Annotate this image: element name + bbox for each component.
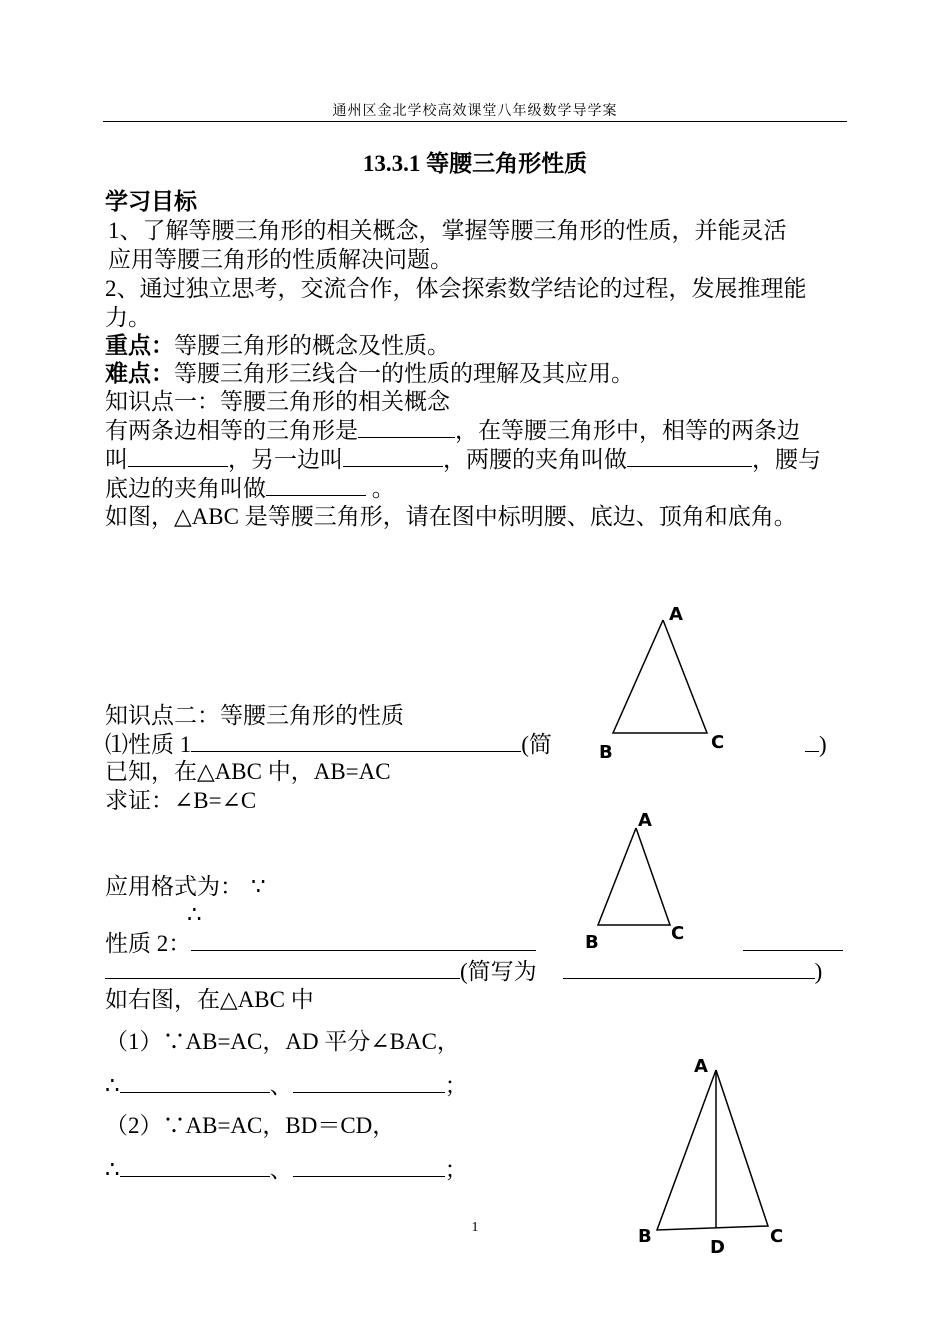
- case-2-condition: （2）∵AB=AC，BD＝CD，: [105, 1113, 396, 1138]
- answer-blank-case-2-a[interactable]: [120, 1156, 270, 1177]
- answer-blank-property-2-end[interactable]: [743, 930, 843, 951]
- therefore-symbol: ∴: [105, 1073, 120, 1098]
- answer-blank-base[interactable]: [343, 446, 443, 467]
- answer-blank-property-1[interactable]: [191, 731, 521, 752]
- header-rule: [103, 121, 847, 122]
- right-figure-intro: 如右图，在△ABC 中: [105, 987, 314, 1012]
- triangle-figure-2: [580, 808, 690, 953]
- answer-blank-property-1-abbrev[interactable]: [805, 731, 819, 752]
- page-title: 13.3.1 等腰三角形性质: [362, 151, 588, 176]
- objective-2-line-2: 力。: [105, 305, 151, 330]
- text-segment: ，两腰的夹角叫做: [443, 447, 627, 472]
- answer-blank-property-2-cont[interactable]: [105, 958, 460, 979]
- prove-statement: 求证：∠B=∠C: [105, 788, 257, 813]
- answer-blank-vertex-angle[interactable]: [627, 446, 752, 467]
- label-B: B: [638, 1226, 652, 1247]
- case-2-conclusion: [105, 1156, 468, 1184]
- knowledge-2-heading: 知识点二：等腰三角形的性质: [105, 703, 404, 728]
- answer-blank-case-1-b[interactable]: [293, 1072, 445, 1093]
- difficult-point: [105, 360, 634, 388]
- text-segment: 、: [269, 1073, 293, 1098]
- answer-blank-legs[interactable]: [128, 446, 228, 467]
- text-segment: ，在等腰三角形中，相等的两条边: [455, 418, 800, 443]
- format-label: 应用格式为：: [105, 874, 243, 899]
- triangle-figure-1: [595, 598, 730, 768]
- label-B: B: [599, 742, 613, 763]
- property-2-blank-right: [743, 930, 843, 958]
- label-C: C: [770, 1226, 784, 1247]
- triangle-3-sides: [657, 1070, 768, 1230]
- text-segment: ，腰与: [752, 447, 821, 472]
- triangle-2-sides: [598, 828, 670, 925]
- text-segment: 、: [269, 1157, 293, 1182]
- text-segment: 有两条边相等的三角形是: [105, 418, 358, 443]
- knowledge-1-line-2: [105, 446, 821, 474]
- knowledge-1-line-3: [105, 475, 395, 503]
- answer-blank-property-2[interactable]: [191, 930, 536, 951]
- text-segment: ): [814, 959, 823, 984]
- format-line: [105, 873, 266, 901]
- text-segment: 。: [366, 476, 395, 501]
- case-1-conclusion: [105, 1072, 468, 1100]
- answer-blank-property-2-abbrev[interactable]: [563, 958, 815, 979]
- objective-1-line-1: 1、了解等腰三角形的相关概念，掌握等腰三角形的性质，并能灵活: [108, 218, 787, 243]
- text-segment: 底边的夹角叫做: [105, 476, 266, 501]
- page-number: 1: [471, 1220, 479, 1235]
- case-1-condition: （1）∵AB=AC，AD 平分∠BAC，: [105, 1029, 460, 1054]
- page-header: 通州区金北学校高效课堂八年级数学导学案: [332, 104, 618, 119]
- label-A: A: [638, 810, 652, 831]
- property-2-line-2: [105, 958, 822, 986]
- label-D: D: [710, 1237, 725, 1258]
- difficult-point-label: 难点：: [105, 361, 174, 386]
- key-point-text: 等腰三角形的概念及性质。: [174, 333, 450, 358]
- property-1-line: [105, 731, 552, 759]
- therefore-symbol: ∴: [105, 1157, 120, 1182]
- text-segment: ；: [444, 1073, 468, 1098]
- answer-blank-base-angle[interactable]: [266, 475, 366, 496]
- abbrev-label: (简写为: [460, 959, 537, 984]
- text-segment: ，另一边叫: [228, 447, 343, 472]
- label-B: B: [585, 932, 599, 953]
- therefore-symbol: ∴: [187, 902, 202, 927]
- property-2-label: 性质 2：: [105, 931, 192, 956]
- label-A: A: [669, 604, 683, 625]
- label-A: A: [694, 1056, 708, 1077]
- answer-blank-isosceles[interactable]: [358, 417, 455, 438]
- text-segment: 叫: [105, 447, 128, 472]
- text-segment: ；: [444, 1157, 468, 1182]
- objectives-heading: 学习目标: [105, 189, 197, 214]
- triangle-1-sides: [613, 620, 707, 733]
- property-2-line: [105, 930, 536, 958]
- property-1-abbrev-open: (简: [521, 732, 552, 757]
- label-C: C: [671, 923, 685, 944]
- label-C: C: [711, 732, 725, 753]
- key-point: [105, 332, 450, 360]
- objective-1-line-2: 应用等腰三角形的性质解决问题。: [108, 247, 453, 272]
- objective-2-line-1: 2、通过独立思考，交流合作，体会探索数学结论的过程，发展推理能: [105, 276, 807, 301]
- answer-blank-case-2-b[interactable]: [293, 1156, 445, 1177]
- knowledge-1-line-4: 如图，△ABC 是等腰三角形，请在图中标明腰、底边、顶角和底角。: [105, 504, 797, 529]
- given-statement: 已知，在△ABC 中，AB=AC: [105, 759, 391, 784]
- difficult-point-text: 等腰三角形三线合一的性质的理解及其应用。: [174, 361, 634, 386]
- knowledge-1-heading: 知识点一：等腰三角形的相关概念: [105, 389, 450, 414]
- text-segment: ): [819, 732, 827, 757]
- property-1-label: ⑴性质 1: [105, 732, 192, 757]
- because-symbol: ∵: [251, 874, 266, 899]
- key-point-label: 重点：: [105, 333, 174, 358]
- answer-blank-case-1-a[interactable]: [120, 1072, 270, 1093]
- knowledge-1-line-1: [105, 417, 800, 445]
- property-1-abbrev-end: [805, 731, 827, 759]
